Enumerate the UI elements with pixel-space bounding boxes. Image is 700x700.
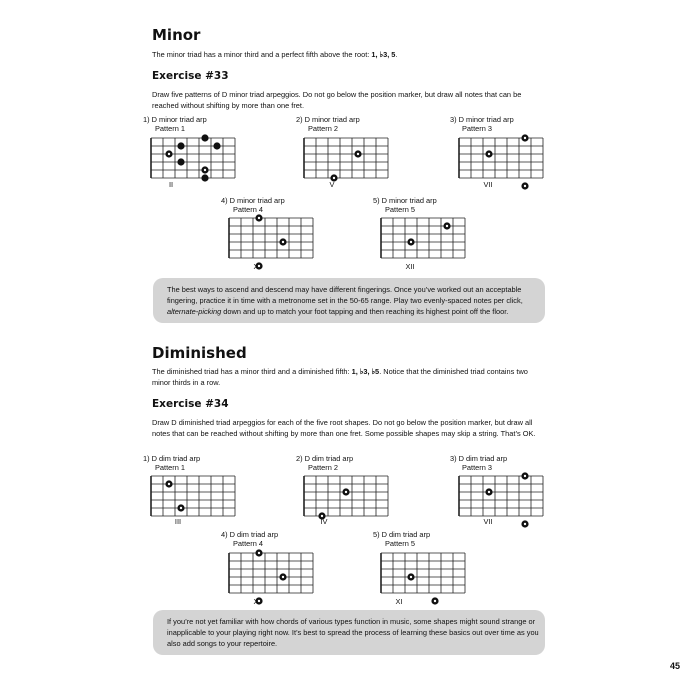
fretboard-diagram [381,218,465,258]
root-note-center [446,225,448,227]
exercise-33-title: Exercise #33 [152,70,229,82]
root-note-center [168,483,170,485]
fretboard-diagram [304,476,388,516]
position-marker: X [253,262,259,271]
root-note-center [258,552,260,554]
root-note-center [333,177,335,179]
position-marker: VII [483,180,493,189]
note-dot [213,142,220,149]
note-dot [201,174,208,181]
diminished-intro: The diminished triad has a minor third and a diminished fifth: 1, ♭3, ♭5. Notice that the diminished triad contains two minor thirds in a row. [152,367,528,387]
root-note-center [434,600,436,602]
root-note-center [282,576,284,578]
root-note-center [180,507,182,509]
position-marker: XI [395,597,403,606]
note-dot [201,134,208,141]
root-note-center [524,137,526,139]
root-note-center [282,241,284,243]
root-note-center [410,241,412,243]
position-marker: II [168,180,174,189]
fretboard-diagram [151,138,235,178]
page-number: 45 [670,661,681,671]
diagram-label: 2) D dim triad arp Pattern 2 [296,454,354,472]
root-note-center [524,185,526,187]
root-note-center [524,475,526,477]
diagram-label: 1) D dim triad arp Pattern 1 [143,454,201,472]
root-note-center [488,491,490,493]
exercise-34-title: Exercise #34 [152,398,229,410]
diagram-label: 4) D dim triad arp Pattern 4 [221,530,279,548]
note-dot [177,158,184,165]
root-note-center [168,153,170,155]
section-title-diminished: Diminished [152,344,247,362]
position-marker: V [329,180,335,189]
root-note-center [410,576,412,578]
exercise-34-text: Draw D diminished triad arpeggios for each of the five root shapes. Do not go below the position marker, but draw all notes that can be reached without shifting by more than one fret. Some possible shapes may skip a string. That’s OK. [152,418,536,438]
exercise-33-text: Draw five patterns of D minor triad arpeggios. Do not go below the position marker, but draw all notes that can be reached without shifting by more than one fret. [152,90,522,110]
fretboard-diagram [229,218,313,258]
fretboard-diagram [151,476,235,516]
tip-box-minor: The best ways to ascend and descend may have different fingerings. Once you’ve worked out an acceptable fingering, practice it in time with a metronome set in the 50-65 range. Play two evenly-spaced notes per click, alternate-picking down and up to match your foot tapping and then reaching its highest point off the floor. [153,278,545,323]
fretboard-diagram [459,138,543,178]
root-note-center [258,217,260,219]
position-marker: III [174,517,182,526]
note-dot [177,142,184,149]
fretboard-diagram [381,553,465,593]
tip-box-diminished: If you’re not yet familiar with how chords of various types function in music, some shapes might sound strange or inapplicable to your playing right now. It’s best to spread the process of learning these basics out over time as you also add songs to your repertoire. [153,610,545,655]
diagram-label: 5) D minor triad arp Pattern 5 [373,196,437,214]
root-note-center [204,169,206,171]
position-marker: IV [320,517,328,526]
fretboard-diagram [459,476,543,516]
root-note-center [524,523,526,525]
diagram-label: 5) D dim triad arp Pattern 5 [373,530,431,548]
root-note-center [345,491,347,493]
position-marker: XII [405,262,415,271]
minor-intro: The minor triad has a minor third and a perfect fifth above the root: 1, ♭3, 5. [152,50,398,59]
root-note-center [488,153,490,155]
position-marker: X [253,597,259,606]
root-note-center [357,153,359,155]
position-marker: VII [483,517,493,526]
diagram-label: 2) D minor triad arp Pattern 2 [296,115,360,133]
diagram-label: 3) D dim triad arp Pattern 3 [450,454,508,472]
section-title-minor: Minor [152,26,201,44]
fretboard-diagram [229,553,313,593]
fretboard-diagram [304,138,388,178]
diagram-label: 3) D minor triad arp Pattern 3 [450,115,514,133]
diagram-label: 1) D minor triad arp Pattern 1 [143,115,207,133]
diagram-label: 4) D minor triad arp Pattern 4 [221,196,285,214]
